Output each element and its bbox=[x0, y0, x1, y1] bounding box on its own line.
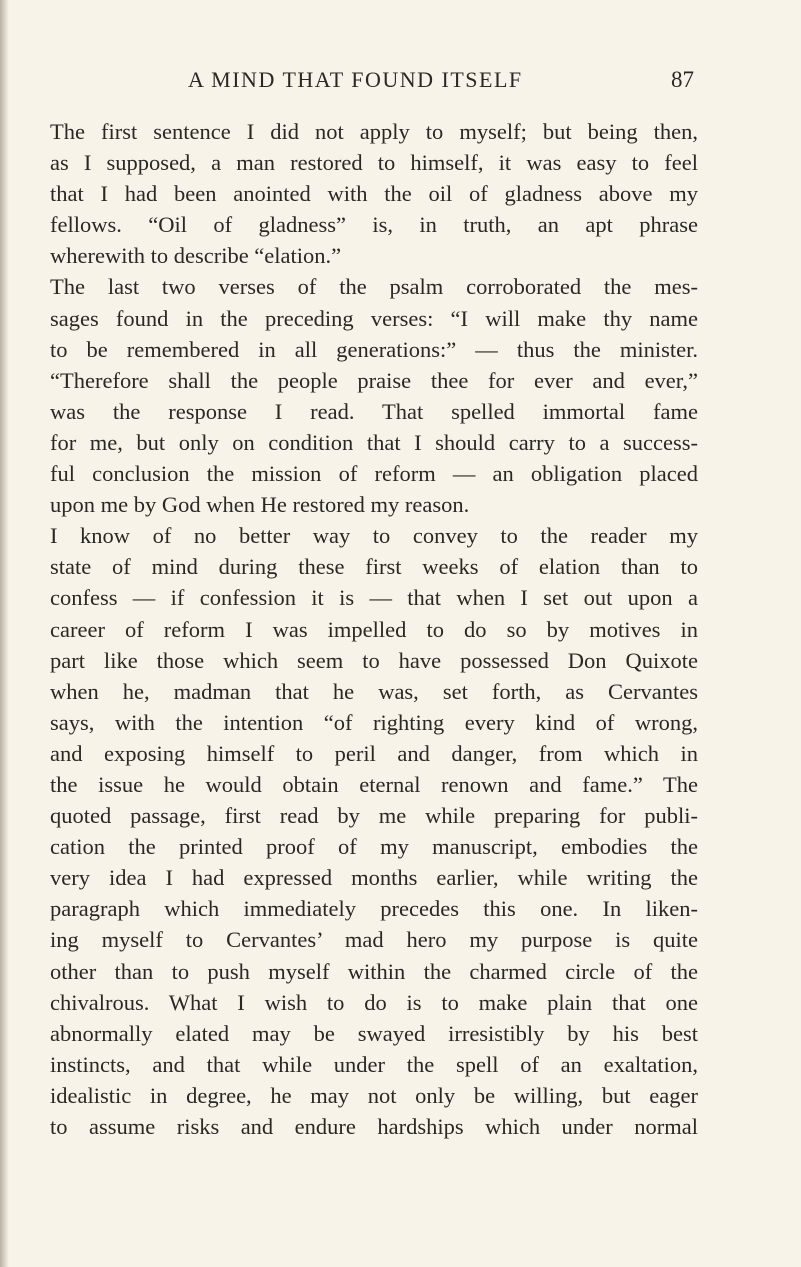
body-text bbox=[50, 116, 698, 1142]
text-line: ful conclusion the mission of reform — an obligation placed bbox=[50, 461, 698, 487]
text-line: idealistic in degree, he may not only be willing, but eager bbox=[50, 1082, 698, 1108]
text-line: that I had been anointed with the oil of gladness above my bbox=[50, 181, 698, 207]
text-line: upon me by God when He restored my reason. bbox=[50, 492, 470, 518]
text-line: abnormally elated may be swayed irresistibly by his best bbox=[50, 1020, 698, 1046]
text-line: when he, madman that he was, set forth, as Cervantes bbox=[50, 678, 698, 704]
text-line: fellows. “Oil of gladness” is, in truth, an apt phrase bbox=[50, 212, 698, 238]
page-number: 87 bbox=[671, 67, 694, 92]
text-line: to assume risks and endure hardships which under normal bbox=[50, 1114, 698, 1139]
text-line: career of reform I was impelled to do so by motives in bbox=[50, 616, 698, 642]
text-line: the issue he would obtain eternal renown and fame.” The bbox=[50, 771, 698, 797]
text-line: state of mind during these first weeks of elation than to bbox=[50, 554, 698, 580]
text-line: ing myself to Cervantes’ mad hero my purpose is quite bbox=[50, 927, 698, 953]
text-line: The last two verses of the psalm corroborated the mes- bbox=[50, 274, 698, 300]
text-line: instincts, and that while under the spell of an exaltation, bbox=[50, 1051, 698, 1077]
text-line: The first sentence I did not apply to myself; but being then, bbox=[50, 119, 698, 144]
text-line: other than to push myself within the charmed circle of the bbox=[50, 958, 698, 984]
text-line: wherewith to describe “elation.” bbox=[50, 243, 342, 269]
text-line: was the response I read. That spelled immortal fame bbox=[50, 398, 698, 424]
text-line: “Therefore shall the people praise thee for ever and ever,” bbox=[50, 367, 698, 393]
text-line: confess — if confession it is — that when I set out upon a bbox=[50, 585, 698, 611]
text-line: to be remembered in all generations:” — thus the minister. bbox=[50, 336, 698, 362]
text-line: for me, but only on condition that I should carry to a success- bbox=[50, 429, 698, 455]
text-line: and exposing himself to peril and danger, from which in bbox=[50, 740, 698, 766]
text-line: cation the printed proof of my manuscript, embodies the bbox=[50, 834, 698, 860]
text-line: very idea I had expressed months earlier, while writing the bbox=[50, 865, 698, 891]
text-line: paragraph which immediately precedes this one. In liken- bbox=[50, 896, 698, 922]
text-line: chivalrous. What I wish to do is to make plain that one bbox=[50, 989, 698, 1015]
text-line: says, with the intention “of righting every kind of wrong, bbox=[50, 709, 698, 735]
text-line: as I supposed, a man restored to himself, it was easy to feel bbox=[50, 150, 698, 176]
text-line: part like those which seem to have possessed Don Quixote bbox=[50, 647, 698, 673]
text-line: quoted passage, first read by me while preparing for publi- bbox=[50, 803, 698, 829]
running-title: A MIND THAT FOUND ITSELF bbox=[188, 67, 523, 92]
page-header bbox=[0, 63, 801, 99]
text-line: sages found in the preceding verses: “I will make thy name bbox=[50, 305, 698, 331]
page-spine-shadow bbox=[0, 0, 9, 1267]
text-line: I know of no better way to convey to the reader my bbox=[50, 523, 698, 549]
